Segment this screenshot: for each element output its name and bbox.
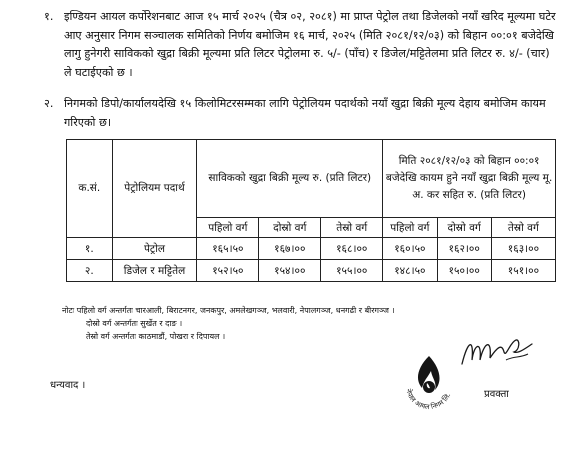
thanks-text: धन्यवाद । bbox=[50, 380, 86, 391]
paragraph-2 bbox=[44, 95, 558, 132]
logo-text: नेपाल आयल निगम लि. bbox=[404, 388, 453, 412]
cell-old-price: १५४।०० bbox=[259, 260, 321, 282]
cell-old-price: १५२।५० bbox=[197, 260, 259, 282]
header-old-price: साविकको खुद्रा बिक्री मूल्य रु. (प्रति लिटर) bbox=[197, 140, 383, 218]
header-new-price: मिति २०८१/१२/०३ को बिहान ००:०१ बजेदेखि कायम हुने नयाँ खुद्रा बिक्री मूल्य मू. अ. कर सहित रु. (प्रति लिटर) bbox=[383, 140, 556, 218]
cell-product: डिजेल र मट्टितेल bbox=[112, 260, 197, 282]
header-product: पेट्रोलियम पदार्थ bbox=[112, 140, 197, 238]
note-grade-2: दोस्रो वर्ग अन्तर्गतः सुर्खेत र दाङ । bbox=[86, 319, 183, 328]
paragraph-1-number: १. bbox=[44, 10, 54, 23]
cell-new-price: १६०।५० bbox=[383, 238, 437, 260]
cell-product: पेट्रोल bbox=[112, 238, 197, 260]
cell-old-price: १६८।०० bbox=[321, 238, 383, 260]
table-row-petrol bbox=[67, 238, 556, 260]
cell-old-price: १६५।५० bbox=[197, 238, 259, 260]
table-row-diesel-kerosene bbox=[67, 260, 556, 282]
notes bbox=[62, 304, 395, 343]
nepal-oil-corporation-logo-icon bbox=[398, 350, 460, 414]
cell-old-price: १६७।०० bbox=[259, 238, 321, 260]
grade-header: तेस्रो वर्ग bbox=[491, 218, 555, 238]
spokesperson-label: प्रवक्ता bbox=[484, 389, 509, 400]
note-grade-1: नोटः पहिलो वर्ग अन्तर्गतः चारआली, बिराटनगर, जनकपुर, अमलेखगञ्ज, भलवारी, नेपालगञ्ज, धनगढी र बीरगञ्ज । bbox=[62, 306, 395, 315]
grade-header: पहिलो वर्ग bbox=[197, 218, 259, 238]
cell-new-price: १५१।०० bbox=[491, 260, 555, 282]
cell-new-price: १६२।०० bbox=[437, 238, 491, 260]
signature-icon bbox=[458, 330, 538, 372]
note-grade-3: तेस्रो वर्ग अन्तर्गतः काठमाडौं, पोखरा र दिपायल । bbox=[86, 332, 226, 341]
grade-header: दोस्रो वर्ग bbox=[437, 218, 491, 238]
cell-new-price: १५०।०० bbox=[437, 260, 491, 282]
cell-new-price: १६३।०० bbox=[491, 238, 555, 260]
cell-new-price: १४८।५० bbox=[383, 260, 437, 282]
price-table bbox=[66, 139, 556, 282]
grade-header: पहिलो वर्ग bbox=[383, 218, 437, 238]
cell-old-price: १५५।०० bbox=[321, 260, 383, 282]
cell-serial: २. bbox=[67, 260, 113, 282]
paragraph-1 bbox=[44, 8, 558, 82]
header-serial: क.सं. bbox=[67, 140, 113, 238]
cell-serial: १. bbox=[67, 238, 113, 260]
paragraph-2-number: २. bbox=[44, 97, 54, 110]
paragraph-2-text: निगमको डिपो/कार्यालयदेखि १५ किलोमिटरसम्मका लागि पेट्रोलियम पदार्थको नयाँ खुद्रा बिक्री मूल्य देहाय बमोजिम कायम गरिएको छ। bbox=[64, 97, 546, 129]
grade-header: दोस्रो वर्ग bbox=[259, 218, 321, 238]
grade-header: तेस्रो वर्ग bbox=[321, 218, 383, 238]
paragraph-1-text: इण्डियन आयल कर्पोरेशनबाट आज १५ मार्च २०२५ (चैत्र ०२, २०८१) मा प्राप्त पेट्रोल तथा डिजेलको नयाँ खरिद मूल्यमा घटेर आए अनुसार निगम सञ्चालक समितिको निर्णय बमोजिम १६ मार्च, २०२५ (मिति २०८१/१२/०३) को बिहान ००:०१ बजेदेखि लागु हुनेगरी साविकको खुद्रा बिक्री मूल्यमा प्रति लिटर पेट्रोलमा रु. ५/- (पाँच) र डिजेल/मट्टितेलमा प्रति लिटर रु. ४/- (चार) ले घटाईएको छ । bbox=[64, 10, 556, 79]
